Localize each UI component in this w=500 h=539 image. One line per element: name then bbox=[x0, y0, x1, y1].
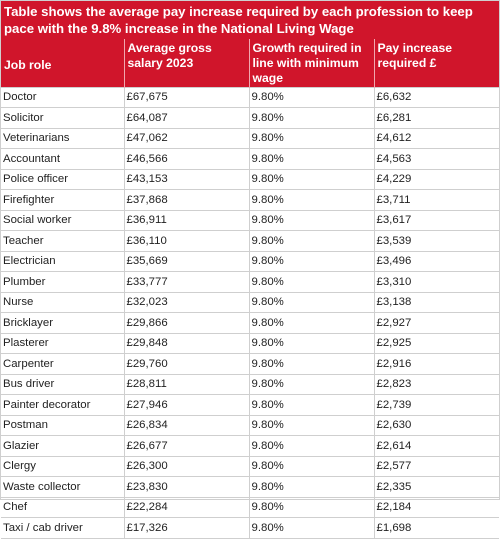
growth-required-cell: 9.80% bbox=[249, 518, 374, 539]
table-row bbox=[1, 169, 499, 190]
average-salary-cell: £26,300 bbox=[124, 456, 249, 477]
job-role-cell: Clergy bbox=[1, 456, 124, 477]
average-salary-cell: £35,669 bbox=[124, 251, 249, 272]
average-salary-cell: £22,284 bbox=[124, 497, 249, 518]
job-role-cell: Bus driver bbox=[1, 374, 124, 395]
pay-increase-cell: £2,630 bbox=[374, 415, 499, 436]
pay-increase-cell: £4,612 bbox=[374, 128, 499, 149]
growth-required-cell: 9.80% bbox=[249, 210, 374, 231]
growth-required-cell: 9.80% bbox=[249, 374, 374, 395]
growth-required-cell: 9.80% bbox=[249, 149, 374, 170]
average-salary-cell: £29,760 bbox=[124, 354, 249, 375]
average-salary-cell: £29,866 bbox=[124, 313, 249, 334]
pay-increase-cell: £1,698 bbox=[374, 518, 499, 539]
pay-increase-cell: £2,577 bbox=[374, 456, 499, 477]
table-row bbox=[1, 210, 499, 231]
average-salary-cell: £23,830 bbox=[124, 477, 249, 498]
table-row bbox=[1, 292, 499, 313]
average-salary-cell: £64,087 bbox=[124, 108, 249, 129]
average-salary-cell: £36,110 bbox=[124, 231, 249, 252]
header-row bbox=[1, 39, 499, 87]
growth-required-cell: 9.80% bbox=[249, 190, 374, 211]
table-row bbox=[1, 272, 499, 293]
table-row bbox=[1, 374, 499, 395]
table-row bbox=[1, 395, 499, 416]
pay-increase-cell: £3,496 bbox=[374, 251, 499, 272]
growth-required-cell: 9.80% bbox=[249, 272, 374, 293]
pay-increase-cell: £3,138 bbox=[374, 292, 499, 313]
table-row bbox=[1, 354, 499, 375]
job-role-cell: Social worker bbox=[1, 210, 124, 231]
growth-required-cell: 9.80% bbox=[249, 497, 374, 518]
table-row bbox=[1, 190, 499, 211]
table-row bbox=[1, 128, 499, 149]
pay-increase-cell: £2,335 bbox=[374, 477, 499, 498]
job-role-cell: Solicitor bbox=[1, 108, 124, 129]
table-row bbox=[1, 108, 499, 129]
table-row bbox=[1, 436, 499, 457]
growth-required-cell: 9.80% bbox=[249, 395, 374, 416]
pay-increase-cell: £3,711 bbox=[374, 190, 499, 211]
job-role-cell: Waste collector bbox=[1, 477, 124, 498]
pay-increase-table bbox=[1, 39, 499, 539]
column-header-average-salary: Average gross salary 2023 bbox=[124, 39, 249, 87]
pay-increase-cell: £3,539 bbox=[374, 231, 499, 252]
column-header-job-role: Job role bbox=[1, 39, 124, 87]
table-title: Table shows the average pay increase required by each profession to keep pace with the 9.8% increase in the National Living Wage bbox=[1, 1, 499, 39]
average-salary-cell: £32,023 bbox=[124, 292, 249, 313]
table-row bbox=[1, 497, 499, 518]
average-salary-cell: £67,675 bbox=[124, 87, 249, 108]
job-role-cell: Veterinarians bbox=[1, 128, 124, 149]
average-salary-cell: £17,326 bbox=[124, 518, 249, 539]
job-role-cell: Teacher bbox=[1, 231, 124, 252]
growth-required-cell: 9.80% bbox=[249, 436, 374, 457]
average-salary-cell: £28,811 bbox=[124, 374, 249, 395]
job-role-cell: Accountant bbox=[1, 149, 124, 170]
job-role-cell: Plumber bbox=[1, 272, 124, 293]
growth-required-cell: 9.80% bbox=[249, 477, 374, 498]
average-salary-cell: £33,777 bbox=[124, 272, 249, 293]
average-salary-cell: £43,153 bbox=[124, 169, 249, 190]
table-row bbox=[1, 149, 499, 170]
growth-required-cell: 9.80% bbox=[249, 128, 374, 149]
pay-increase-cell: £2,927 bbox=[374, 313, 499, 334]
growth-required-cell: 9.80% bbox=[249, 292, 374, 313]
job-role-cell: Plasterer bbox=[1, 333, 124, 354]
job-role-cell: Nurse bbox=[1, 292, 124, 313]
job-role-cell: Firefighter bbox=[1, 190, 124, 211]
growth-required-cell: 9.80% bbox=[249, 231, 374, 252]
table-body bbox=[1, 87, 499, 538]
average-salary-cell: £26,677 bbox=[124, 436, 249, 457]
table-row bbox=[1, 415, 499, 436]
pay-increase-cell: £2,184 bbox=[374, 497, 499, 518]
average-salary-cell: £46,566 bbox=[124, 149, 249, 170]
pay-increase-cell: £6,281 bbox=[374, 108, 499, 129]
growth-required-cell: 9.80% bbox=[249, 251, 374, 272]
growth-required-cell: 9.80% bbox=[249, 108, 374, 129]
average-salary-cell: £26,834 bbox=[124, 415, 249, 436]
column-header-growth-required: Growth required in line with minimum wage bbox=[249, 39, 374, 87]
pay-increase-cell: £2,614 bbox=[374, 436, 499, 457]
table-row bbox=[1, 477, 499, 498]
pay-increase-cell: £2,739 bbox=[374, 395, 499, 416]
growth-required-cell: 9.80% bbox=[249, 87, 374, 108]
growth-required-cell: 9.80% bbox=[249, 354, 374, 375]
table-row bbox=[1, 456, 499, 477]
column-header-pay-increase: Pay increase required £ bbox=[374, 39, 499, 87]
pay-increase-cell: £2,916 bbox=[374, 354, 499, 375]
pay-increase-cell: £3,310 bbox=[374, 272, 499, 293]
pay-increase-cell: £2,823 bbox=[374, 374, 499, 395]
job-role-cell: Painter decorator bbox=[1, 395, 124, 416]
growth-required-cell: 9.80% bbox=[249, 313, 374, 334]
growth-required-cell: 9.80% bbox=[249, 169, 374, 190]
table-row bbox=[1, 251, 499, 272]
pay-increase-cell: £2,925 bbox=[374, 333, 499, 354]
job-role-cell: Chef bbox=[1, 497, 124, 518]
job-role-cell: Carpenter bbox=[1, 354, 124, 375]
average-salary-cell: £37,868 bbox=[124, 190, 249, 211]
job-role-cell: Doctor bbox=[1, 87, 124, 108]
growth-required-cell: 9.80% bbox=[249, 456, 374, 477]
job-role-cell: Electrician bbox=[1, 251, 124, 272]
job-role-cell: Bricklayer bbox=[1, 313, 124, 334]
growth-required-cell: 9.80% bbox=[249, 415, 374, 436]
table-row bbox=[1, 333, 499, 354]
pay-increase-cell: £4,229 bbox=[374, 169, 499, 190]
table-row bbox=[1, 231, 499, 252]
job-role-cell: Taxi / cab driver bbox=[1, 518, 124, 539]
pay-increase-cell: £3,617 bbox=[374, 210, 499, 231]
job-role-cell: Postman bbox=[1, 415, 124, 436]
job-role-cell: Police officer bbox=[1, 169, 124, 190]
pay-increase-cell: £6,632 bbox=[374, 87, 499, 108]
average-salary-cell: £36,911 bbox=[124, 210, 249, 231]
growth-required-cell: 9.80% bbox=[249, 333, 374, 354]
job-role-cell: Glazier bbox=[1, 436, 124, 457]
average-salary-cell: £29,848 bbox=[124, 333, 249, 354]
pay-increase-cell: £4,563 bbox=[374, 149, 499, 170]
average-salary-cell: £47,062 bbox=[124, 128, 249, 149]
table-row bbox=[1, 518, 499, 539]
table-row bbox=[1, 87, 499, 108]
table-row bbox=[1, 313, 499, 334]
average-salary-cell: £27,946 bbox=[124, 395, 249, 416]
